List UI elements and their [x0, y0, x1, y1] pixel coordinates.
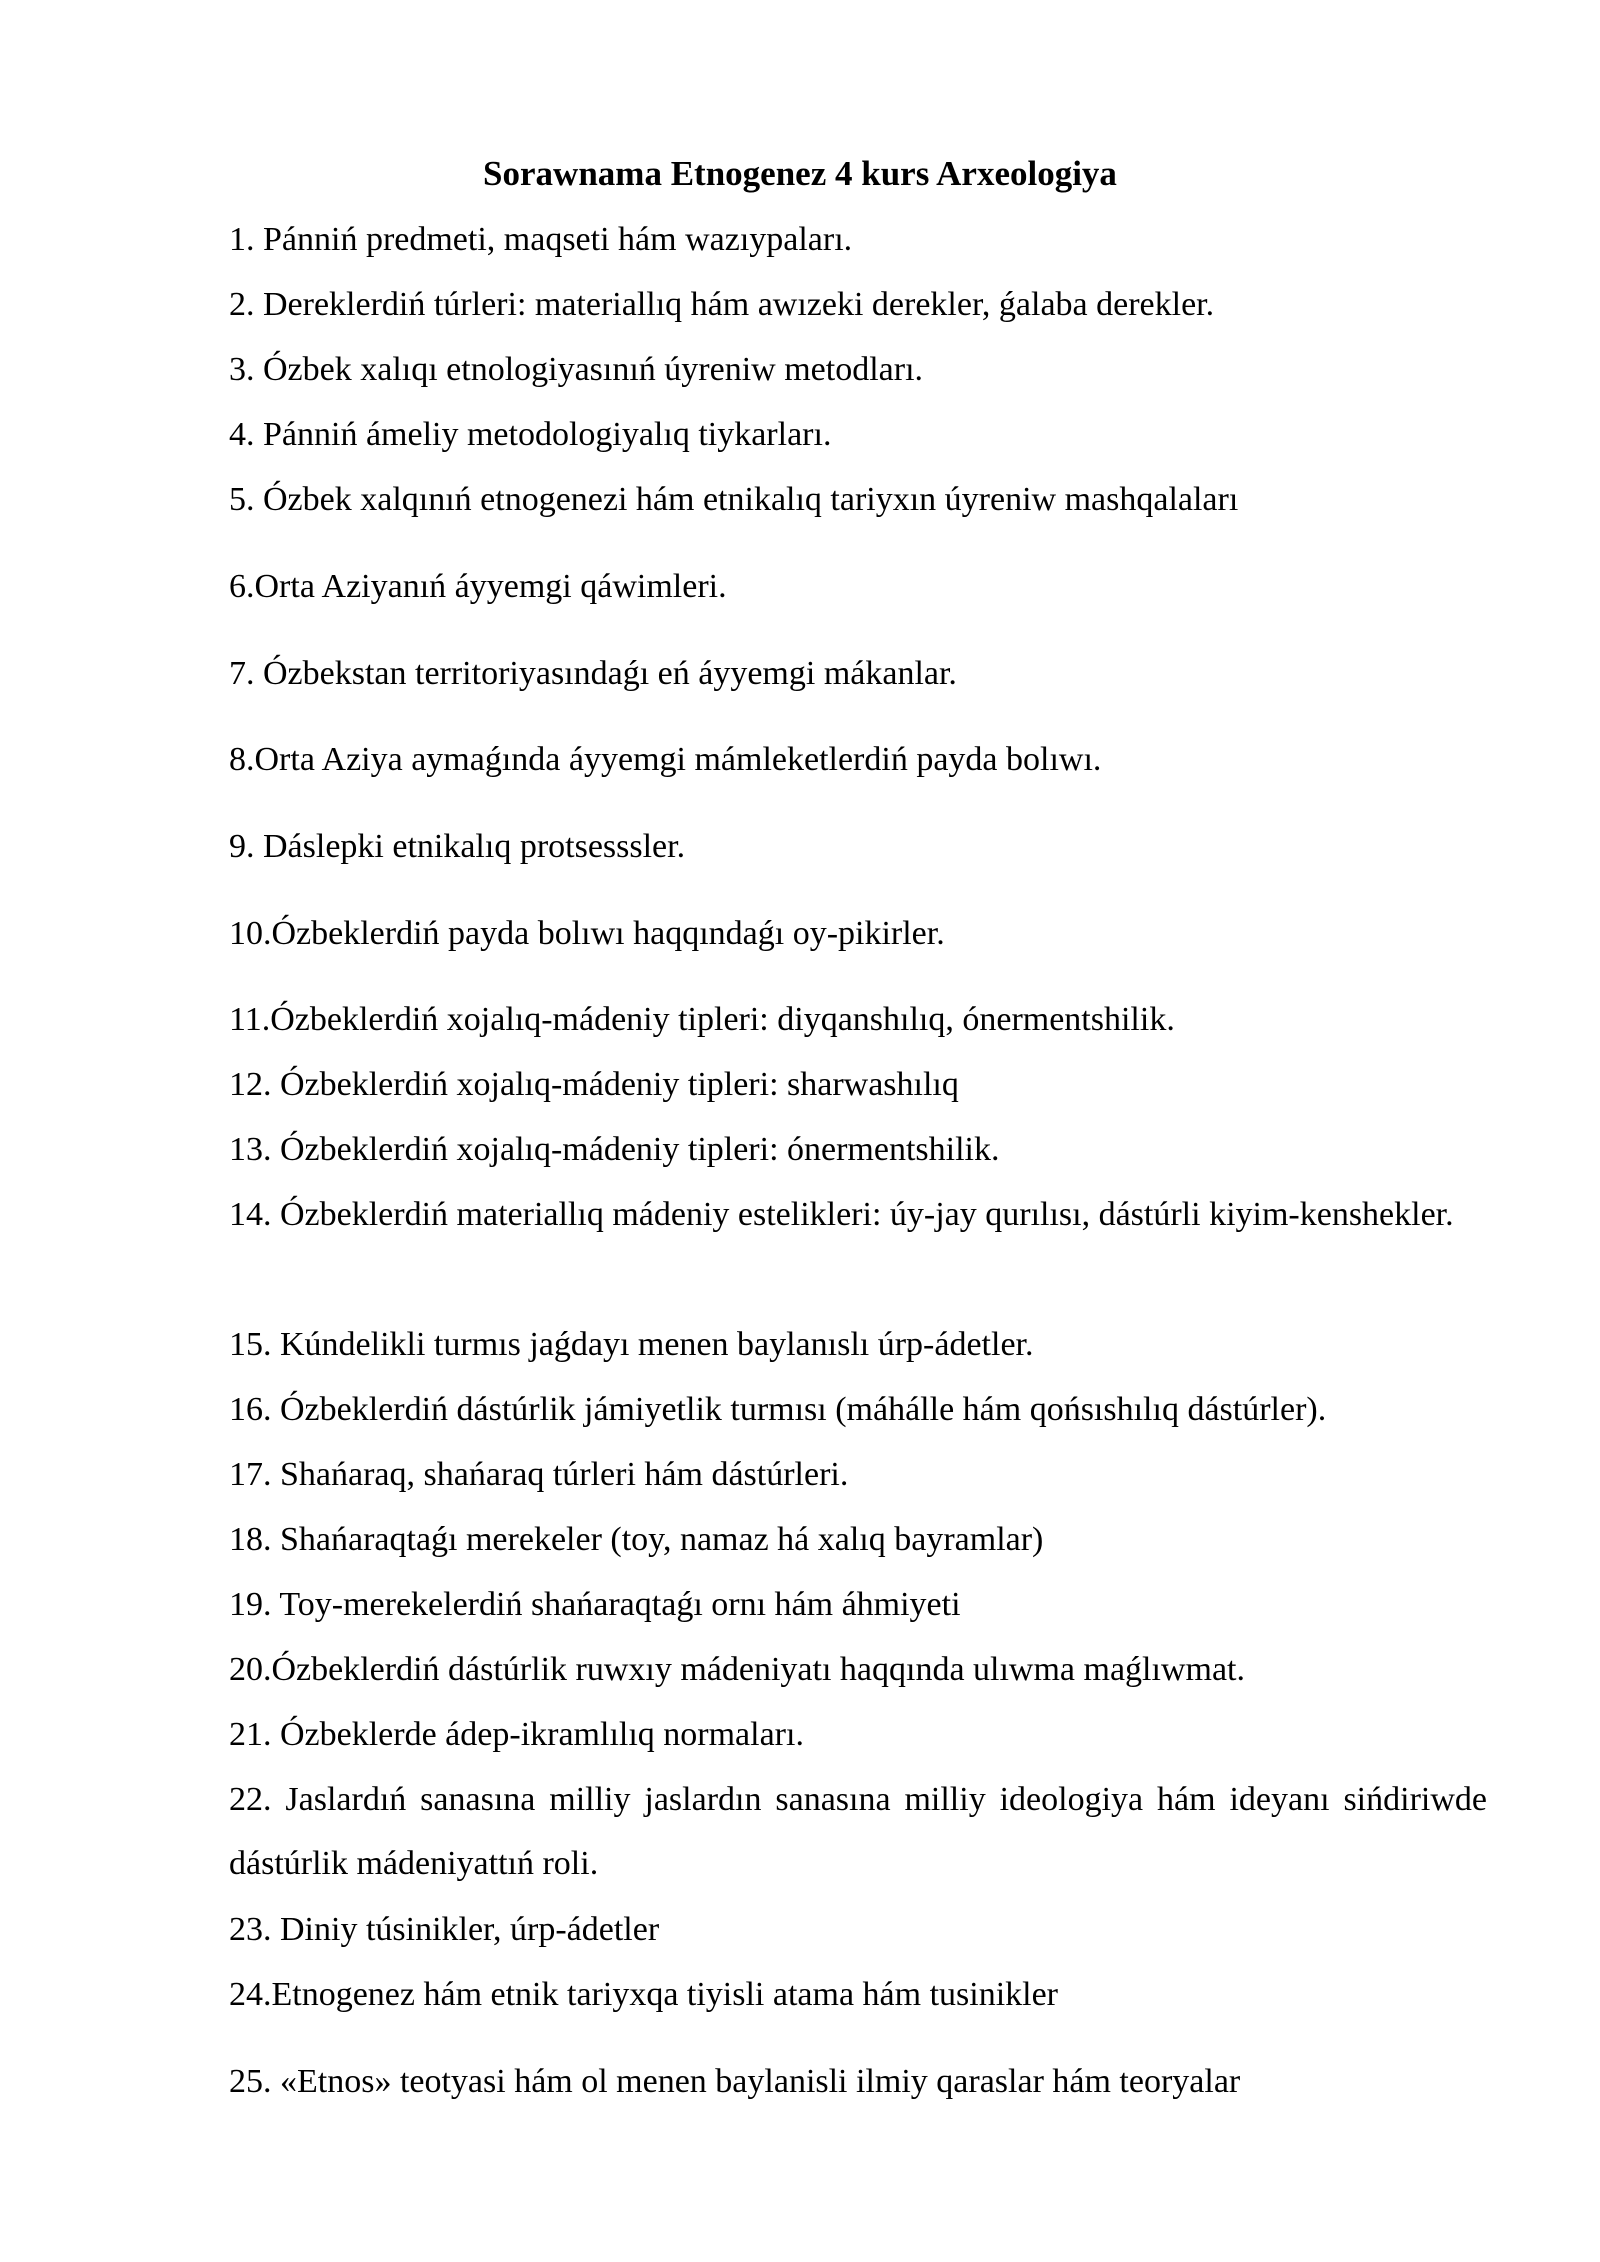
list-item-10: 10.Ózbeklerdiń payda bolıwı haqqındaǵı oy-pikirler.	[229, 915, 945, 952]
list-item-4: 4. Pánniń ámeliy metodologiyalıq tiykarları.	[229, 416, 832, 453]
list-item-14: 14. Ózbeklerdiń materiallıq mádeniy estelikleri: úy-jay qurılısı, dástúrli kiyim-kenshekler.	[229, 1196, 1454, 1233]
list-item-16: 16. Ózbeklerdiń dástúrlik jámiyetlik turmısı (máhálle hám qońsıshılıq dástúrler).	[229, 1391, 1327, 1428]
list-item-2: 2. Dereklerdiń túrleri: materiallıq hám awızeki derekler, ǵalaba derekler.	[229, 286, 1215, 323]
list-item-17: 17. Shańaraq, shańaraq túrleri hám dástúrleri.	[229, 1456, 849, 1493]
list-item-18: 18. Shańaraqtaǵı merekeler (toy, namaz há xalıq bayramlar)	[229, 1521, 1044, 1558]
list-item-6: 6.Orta Aziyanıń áyyemgi qáwimleri.	[229, 568, 727, 605]
list-item-20: 20.Ózbeklerdiń dástúrlik ruwxıy mádeniyatı haqqında ulıwma maǵlıwmat.	[229, 1651, 1245, 1688]
list-item-7: 7. Ózbekstan territoriyasındaǵı eń áyyemgi mákanlar.	[229, 655, 957, 692]
list-item-3: 3. Ózbek xalıqı etnologiyasınıń úyreniw metodları.	[229, 351, 924, 388]
list-item-13: 13. Ózbeklerdiń xojalıq-mádeniy tipleri: ónermentshilik.	[229, 1131, 1000, 1168]
list-item-25: 25. «Etnos» teotyasi hám ol menen baylanisli ilmiy qaraslar hám teoryalar	[229, 2063, 1241, 2100]
document-title: Sorawnama Etnogenez 4 kurs Arxeologiya	[483, 154, 1117, 193]
list-item-21: 21. Ózbeklerde ádep-ikramlılıq normaları.	[229, 1716, 804, 1753]
list-item-1: 1. Pánniń predmeti, maqseti hám wazıypaları.	[229, 221, 853, 258]
list-item-8: 8.Orta Aziya aymaǵında áyyemgi mámleketlerdiń payda bolıwı.	[229, 741, 1102, 778]
list-item-24: 24.Etnogenez hám etnik tariyxqa tiyisli atama hám tusinikler	[229, 1976, 1058, 2013]
list-item-5: 5. Ózbek xalqınıń etnogenezi hám etnikalıq tariyxın úyreniw mashqalaları	[229, 481, 1239, 518]
list-item-23: 23. Diniy túsinikler, úrp-ádetler	[229, 1911, 660, 1948]
list-item-19: 19. Toy-merekelerdiń shańaraqtaǵı ornı hám áhmiyeti	[229, 1586, 961, 1623]
list-item-11: 11.Ózbeklerdiń xojalıq-mádeniy tipleri: diyqanshılıq, ónermentshilik.	[229, 1001, 1175, 1038]
list-item-12: 12. Ózbeklerdiń xojalıq-mádeniy tipleri: sharwashılıq	[229, 1066, 959, 1103]
list-item-15: 15. Kúndelikli turmıs jaǵdayı menen baylanıslı úrp-ádetler.	[229, 1326, 1034, 1363]
list-item-9: 9. Dáslepki etnikalıq protsesssler.	[229, 828, 686, 865]
list-item-22: 22. Jaslardıń sanasına milliy jaslardın sanasına milliy ideologiya hám ideyanı sińdiriwde dástúrlik mádeniyattıń roli.	[229, 1781, 1487, 1882]
